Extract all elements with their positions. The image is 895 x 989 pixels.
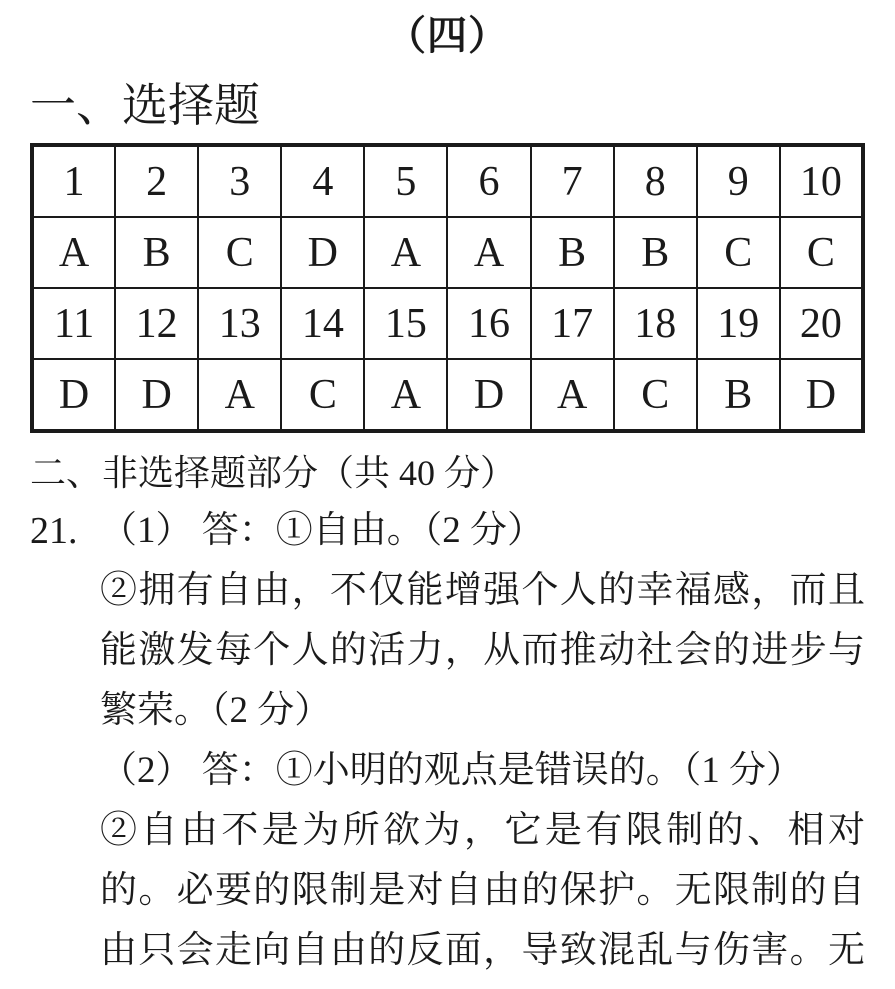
question-number-cell: 18: [614, 288, 697, 359]
answer-letter-cell: C: [614, 359, 697, 431]
question-number-cell: 1: [32, 145, 115, 217]
question-number-cell: 12: [115, 288, 198, 359]
answer-line: （1） 答：①自由。（2 分）: [100, 510, 544, 551]
table-row-answers-11-20: [32, 359, 863, 431]
answer-line: ②自由不是为所欲为，它是有限制的、相对: [100, 810, 865, 851]
answer-letter-cell: B: [614, 217, 697, 288]
answer-letter-cell: C: [697, 217, 780, 288]
question-number-cell: 6: [447, 145, 530, 217]
table-row-question-numbers-11-20: [32, 288, 863, 359]
question-number-cell: 16: [447, 288, 530, 359]
answer-letter-cell: D: [447, 359, 530, 431]
page-title: （四）: [386, 13, 509, 58]
question-number-cell: 20: [780, 288, 863, 359]
question-21-answer-block: [30, 501, 865, 981]
question-number-cell: 13: [198, 288, 281, 359]
question-number-cell: 9: [697, 145, 780, 217]
answer-letter-cell: D: [32, 359, 115, 431]
answer-letter-cell: A: [198, 359, 281, 431]
answer-letter-cell: A: [32, 217, 115, 288]
question-number-cell: 8: [614, 145, 697, 217]
answer-letter-cell: A: [364, 359, 447, 431]
section-two-heading: 二、非选择题部分（共 40 分）: [30, 453, 517, 493]
question-number-cell: 11: [32, 288, 115, 359]
question-number-cell: 17: [531, 288, 614, 359]
answer-letter-cell: B: [697, 359, 780, 431]
answer-line: （2） 答：①小明的观点是错误的。（1 分）: [100, 750, 803, 791]
question-number-cell: 2: [115, 145, 198, 217]
question-number-cell: 14: [281, 288, 364, 359]
question-number-cell: 15: [364, 288, 447, 359]
answer-letter-cell: C: [780, 217, 863, 288]
answer-line: 的。必要的限制是对自由的保护。无限制的自: [100, 870, 865, 911]
answer-letter-cell: A: [531, 359, 614, 431]
table-row-question-numbers-1-10: [32, 145, 863, 217]
answer-letter-cell: D: [281, 217, 364, 288]
answer-letter-cell: D: [780, 359, 863, 431]
answer-letter-cell: A: [364, 217, 447, 288]
question-number-cell: 19: [697, 288, 780, 359]
answer-line: 能激发每个人的活力，从而推动社会的进步与: [100, 630, 865, 671]
question-21-number: 21.: [30, 510, 78, 552]
answer-letter-cell: A: [447, 217, 530, 288]
table-row-answers-1-10: [32, 217, 863, 288]
answer-key-table: [30, 143, 865, 433]
answer-letter-cell: C: [281, 359, 364, 431]
question-number-cell: 7: [531, 145, 614, 217]
answer-line: 繁荣。（2 分）: [100, 690, 332, 731]
question-number-cell: 3: [198, 145, 281, 217]
question-number-cell: 10: [780, 145, 863, 217]
question-number-cell: 5: [364, 145, 447, 217]
answer-letter-cell: C: [198, 217, 281, 288]
answer-letter-cell: D: [115, 359, 198, 431]
answer-letter-cell: B: [115, 217, 198, 288]
answer-letter-cell: B: [531, 217, 614, 288]
section-one-heading: 一、选择题: [30, 80, 260, 131]
question-number-cell: 4: [281, 145, 364, 217]
answer-line: 由只会走向自由的反面，导致混乱与伤害。无: [100, 930, 865, 971]
answer-line: ②拥有自由，不仅能增强个人的幸福感，而且: [100, 570, 865, 611]
